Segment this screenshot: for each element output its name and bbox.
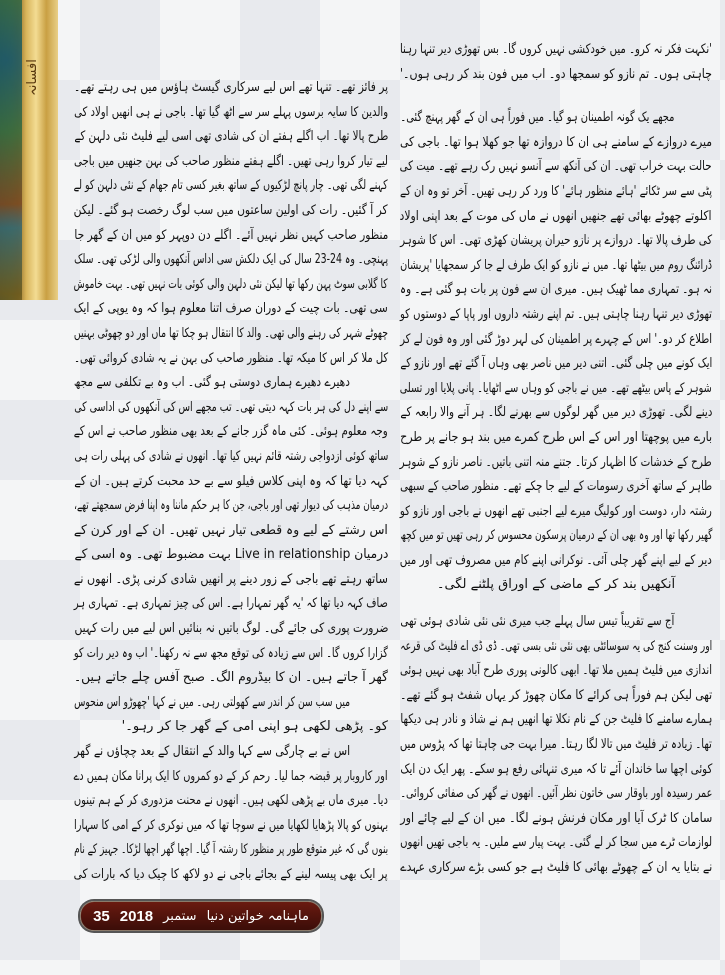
text-line-content: اطلاع کر دو۔' اس کے چہرے پر اطمینان کی لہر دوڑ گئی اور وہ فون لے کر <box>400 331 712 347</box>
text-line-content: چاہتی ہوں۔ تم نازو کو سمجھا دو۔ اب میں فون بند کر رہی ہوں۔' <box>400 66 712 82</box>
text-line-content: اس رشتے کے لیے وہ قطعی تیار نہیں تھیں۔ ان کے اور کرن کے <box>74 522 388 538</box>
text-line-content: پر فائز تھے۔ تنہا تھے اس لیے سرکاری گیسٹ ہاؤس میں ہی رہتے تھے۔ <box>74 80 388 95</box>
text-line-content: سامان کا ٹرک آیا اور مکان فرنش ہونے لگا۔ میں ان کے لیے چائے اور <box>400 810 712 826</box>
text-line-content: ضرورت پوری کی جائے گی۔ لوگ باتیں نہ بنائیں اس لیے میں رات کہیں <box>74 621 388 637</box>
text-line-content: تھی لیکن ہم فوراً ہی کرائے کا مکان چھوڑ کر یہاں شفٹ ہو گئے تھے۔ <box>400 687 712 703</box>
text-line <box>400 684 712 709</box>
text-line-content: پر ایک بھی پیسہ لینے کے بجائے باجی نے دو لاکھ کا چیک دیا کہ بارات کی <box>74 867 388 882</box>
text-line-content: طاہر کے ساتھ آخری رسومات کے لیے جا چکے تھے۔ منظور صاحب کے سبھی <box>400 479 712 495</box>
text-line-content: تھا۔ زیادہ تر فلیٹ میں تالا لگا رہتا۔ میرا بہت جی چاہتا تھا کہ پڑوس میں <box>400 737 712 753</box>
text-line-content: لوازمات ٹرے میں سجا کر لے گئی۔ بہت پیار سے ملیں۔ یہ باجی تھیں انھوں <box>400 835 712 851</box>
text-line-content: میرے دروازے کے سامنے ہی ان کا دروازہ تھا جو کھلا ہوا تھا۔ باجی کی <box>400 134 712 150</box>
text-line-content: کی طرف پالا تھا۔ دروازے پر نازو حیران پریشان کھڑی تھی۔ اس کا شوہر <box>400 233 712 249</box>
text-line <box>400 807 712 832</box>
text-line <box>400 524 712 549</box>
text-line <box>400 573 712 598</box>
text-line <box>400 733 712 758</box>
page-footer-banner <box>80 901 322 931</box>
text-line <box>400 635 712 660</box>
text-line-content: دھیرے دھیرے ہماری دوستی ہو گئی۔ اب وہ بے تکلفی سے مجھ <box>74 375 350 391</box>
text-line-content: 'نکہت فکر نہ کرو۔ میں خودکشی نہیں کروں گا۔ بس تھوڑی دیر تنہا رہنا <box>400 42 712 57</box>
text-line-content: مجھے یک گونہ اطمینان ہو گیا۔ میں فوراً ہی ان کے گھر پہنچ گئی۔ <box>400 110 674 126</box>
text-line <box>400 229 712 254</box>
text-line-content: بنوں گی کہ غیر متوقع طور پر منظور کا رشتہ آ گیا۔ اچھا گھر اچھا لڑکا۔ جہیز کے نام <box>74 842 388 858</box>
text-line <box>400 38 712 63</box>
text-line-content: نہ ہو۔ تمہاری مما ٹھیک ہیں۔ میری ان سے فون پر بات ہو گئی ہے۔ وہ <box>400 282 712 298</box>
text-line-content: چھوٹے شہر کی رہنے والی تھی۔ والد کا انتقال ہو چکا تھا ماں اور دو چھوٹی بہنیں <box>74 325 388 341</box>
text-line <box>400 377 712 402</box>
text-line-content: میں سب سن کر اندر سے کھولتی رہی۔ میں نے کہا 'چھوڑو اس منحوس <box>74 694 350 710</box>
text-line-content: اندازی میں فلیٹ ہمیں ملا تھا۔ ابھی کالونی پوری طرح آباد بھی نہیں ہوئی <box>400 663 712 679</box>
text-line-content: وجہ معلوم ہوئی۔ کئی ماہ گزر جانے کے بعد بھی منظور صاحب نے اس کے <box>74 424 388 440</box>
text-line-content: دینے لگی۔ تھوڑی دیر میں گھر لوگوں سے بھرنے لگا۔ ہر آنے والا رابعہ کے <box>400 405 712 421</box>
text-line-content: سے اپنے دل کی ہر بات کہہ دیتی تھی۔ تب مجھے اس کی آنکھوں کی اداسی کی <box>74 399 388 415</box>
text-line-content: اور وسنت کنج کی یہ سوسائٹی بھی نئی نئی بسی تھی۔ ڈی ڈی اے فلیٹ کی قرعہ <box>400 638 712 654</box>
text-line <box>400 426 712 451</box>
text-line-content: آج سے تقریباً تیس سال پہلے جب میری نئی نئی شادی ہوئی تھی <box>400 614 674 630</box>
text-line-content: رشتہ دار، دوست اور کولیگ میرے لیے اجنبی تھے انھوں نے باجی اور نازو کو <box>400 503 712 519</box>
issue-month: ستمبر <box>163 908 197 924</box>
text-line-content: گھیر رکھا تھا اور وہ بھی ان کے درمیان پرسکون محسوس کر رہی تھیں تو میں کچھ <box>400 528 712 544</box>
text-line-content: نے بتایا یہ ان کے چھوٹے بھائی کا فلیٹ ہے جو کسی بڑے سرکاری عہدے <box>400 860 712 875</box>
text-line <box>400 328 712 353</box>
text-line <box>400 254 712 279</box>
text-line-content: ہمارے سامنے کا فلیٹ جن کے نام نکلا تھا انھیں ہم نے شاذ و نادر ہی دیکھا <box>400 712 712 728</box>
text-line-content: لیے تیار کروا رہی تھیں۔ اگلے ہفتے منظور صاحب کی بہن جنھیں میں باجی <box>74 153 388 169</box>
text-line <box>400 205 712 230</box>
text-line-content: کہنے لگی تھی۔ چار پانچ لڑکیوں کے ساتھ بغیر کسی تام جھام کے نئی دلہن کو لے <box>74 178 388 194</box>
right-text-column <box>400 38 712 881</box>
text-line <box>400 549 712 574</box>
text-line-content: آنکھیں بند کر کے ماضی کے اوراق پلٹنے لگی۔ <box>436 577 676 593</box>
text-line-content: بارے میں پوچھتا اور اس کے اس طرح کمرے میں بند ہو جانے پر طرح <box>400 429 712 445</box>
text-line-content: طرح پالا تھا۔ اب اگلے ہفتے ان کی شادی تھی اسی لیے فلیٹ نئی دلہن کے <box>74 129 388 145</box>
text-line-content: ساتھ رہتے تھے باجی کے زور دینے پر انھیں شادی کرنی پڑی۔ انھوں نے <box>74 571 388 587</box>
text-line-content: گزارا کروں گا۔ اس سے زیادہ کی توقع مجھ سے نہ رکھنا۔' اب وہ دیر رات کو <box>74 645 388 661</box>
text-line-content: منظور صاحب کہیں نظر نہیں آئے۔ اگلے دن دوپہر کو میں ان کے گھر جا <box>74 227 388 243</box>
text-line <box>400 758 712 783</box>
text-line-content: دیا۔ میری ماں بے پڑھی لکھی ہیں۔ انھوں نے محنت مزدوری کر کے ہم تینوں <box>74 793 388 809</box>
text-line-content: کل ملا کر اس کا میکہ تھا۔ منظور صاحب کی بہن نے یہ شادی کروائی تھی۔ <box>74 350 388 366</box>
text-line-content: والدین کا سایہ برسوں پہلے سر سے اٹھ گیا تھا۔ باجی نے ہی انھیں اولاد کی <box>74 104 388 120</box>
text-line <box>400 180 712 205</box>
text-line-content: حالت بہت خراب تھی۔ ان کی آنکھ سے آنسو نہیں رک رہے تھے۔ میت کی <box>400 159 712 175</box>
text-line-content: پٹی سے سر ٹکائے 'ہائے منظور ہائے' کا ورد کر رہی تھیں۔ آخر تو وہ ان کے <box>400 183 712 199</box>
text-line-content: گھر آ جاتے ہیں۔ ان کا بیڈروم الگ۔ صبح آفس چلے جاتے ہیں۔ <box>74 670 388 686</box>
text-line <box>400 352 712 377</box>
text-line-content: ایک کونے میں چلی گئی۔ اتنی دیر میں ناصر بھی وہاں آ گئے تھے اور نازو کے <box>400 356 712 372</box>
text-line-content: ساتھ کوئی ازدواجی رشتہ قائم نہیں کیا تھا۔ انھوں نے شادی کی پہلی رات ہی <box>74 448 388 464</box>
text-line <box>400 659 712 684</box>
text-line-content: کو۔ پڑھی لکھی ہو اپنی امی کے گھر جا کر رہو۔' <box>121 719 388 735</box>
text-line-content: پہنچی۔ وہ 24-23 سال کی ایک دلکش سی اداس آنکھوں والی لڑکی تھی۔ سلک <box>74 252 388 268</box>
text-line <box>400 708 712 733</box>
text-line <box>400 106 712 131</box>
right-column-opening <box>400 38 712 87</box>
text-line-content: کا گلابی سوٹ پہن رکھا تھا لیکن نئی دلہن والی کوئی بات نہیں تھی۔ بہت خاموش <box>74 276 388 292</box>
text-line-content: اور کاروبار پر قبضہ جما لیا۔ رحم کر کے دو کمروں کا ایک پرانا مکان ہمیں دے <box>74 768 388 784</box>
text-line-content: اس نے بے چارگی سے کہا والد کے انتقال کے بعد چچاؤں نے گھر <box>74 744 350 760</box>
text-line <box>400 782 712 807</box>
text-line-content: شوہر کے پاس بیٹھے تھے۔ میں نے باجی کو وہاں سے اٹھایا۔ پانی پلایا اور تسلی <box>400 380 712 396</box>
text-line-content: درمیان Live in relationship بہت مضبوط تھی۔ وہ اسی کے <box>74 547 388 563</box>
text-line <box>400 475 712 500</box>
text-line <box>400 831 712 856</box>
text-line-content: کر آ گئیں۔ رات کی اولین ساعتوں میں سب لوگ رخصت ہو گئے۔ لیکن <box>74 202 388 218</box>
text-line <box>400 451 712 476</box>
text-line <box>74 76 388 101</box>
magazine-name: ماہنامہ خواتین دنیا <box>206 908 309 924</box>
text-line-content: ڈرائنگ روم میں بیٹھا تھا۔ میں نے نازو کو ایک طرف لے جا کر سمجھایا 'پریشان <box>400 257 712 273</box>
text-line <box>400 401 712 426</box>
text-line-content: سی تھی۔ بات چیت کے دوران صرف اتنا معلوم ہوا کہ وہ یوپی کے ایک <box>74 301 388 317</box>
text-line-content: درمیان مذہب کی دیوار تھی اور باجی، جن کا ہر حکم ماننا وہ اپنا فرض سمجھتے تھے، <box>74 498 388 514</box>
text-line-content: اکلوتے چھوٹے بھائی تھے جنھیں انھوں نے ماں کی موت کے بعد اپنی اولاد <box>400 208 712 224</box>
page-number: 35 <box>93 907 110 925</box>
text-line <box>400 278 712 303</box>
text-line-content: دیر کے لیے اپنے گھر چلی آئی۔ نوکرانی اپنے کام میں مصروف تھی اور میں <box>400 552 712 568</box>
text-line <box>400 303 712 328</box>
section-title-vertical: افسانہ <box>24 59 40 96</box>
text-line-content: کوئی اچھا سا خاندان آئے تا کہ میری تنہائی رفع ہو سکے۔ پھر ایک دن ایک <box>400 761 712 777</box>
text-line <box>400 500 712 525</box>
text-line <box>400 856 712 881</box>
text-line-content: طرح کے خدشات کا اظہار کرتا۔ جتنے منہ اتنی باتیں۔ ناصر نازو کے شوہر <box>400 454 712 470</box>
text-line-content: کہہ دیا تھا کہ وہ اپنی کلاس فیلو سے بے حد محبت کرتے ہیں۔ ان کے <box>74 473 388 489</box>
text-line-content: عمر رسیدہ اور باوقار سی خاتون نظر آئیں۔ انھوں نے گھر کی صفائی کروائی۔ <box>400 786 712 802</box>
text-line <box>400 155 712 180</box>
text-line-content: تھوڑی دیر تنہا رہنا چاہتی ہیں۔ تم اپنے رشتہ داروں اور پاپا کے دوستوں کو <box>400 306 712 322</box>
issue-year: 2018 <box>119 907 154 925</box>
text-line <box>400 63 712 88</box>
right-column-body <box>400 106 712 880</box>
text-line-content: صاف کہہ دیا تھا کہ 'یہ گھر تمہارا ہے۔ اس کی چیز تمہاری ہے۔ تمہاری ہر <box>74 596 388 612</box>
text-line <box>400 131 712 156</box>
text-line <box>400 610 712 635</box>
text-line-content: بہنوں کو پالا پڑھایا لکھایا میں نے سوچا تھا کہ میں نوکری کر کے امی کا سہارا <box>74 817 388 833</box>
